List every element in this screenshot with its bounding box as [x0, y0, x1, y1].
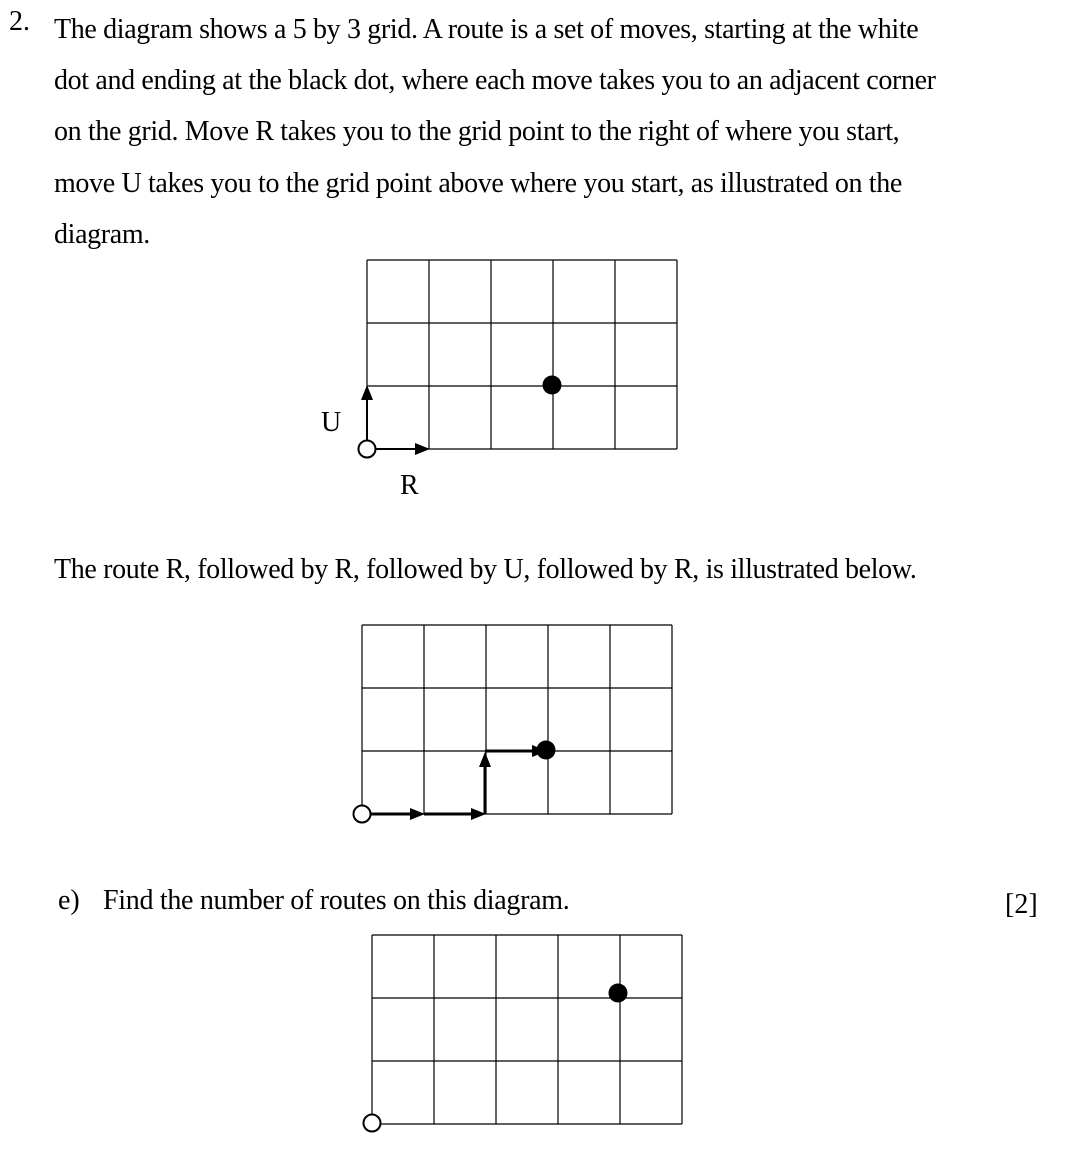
paragraph-line: on the grid. Move R takes you to the grid point to the right of where you start, — [54, 116, 900, 148]
moves-diagram — [300, 250, 700, 510]
right-arrowhead — [415, 443, 430, 455]
paragraph-line: move U takes you to the grid point above where you start, as illustrated on the — [54, 167, 902, 199]
question-paragraph — [54, 4, 1054, 260]
end-dot — [609, 984, 628, 1003]
answer-grid-diagram — [350, 925, 700, 1145]
grid — [362, 625, 672, 814]
paragraph-line: diagram. — [54, 218, 150, 250]
part-question: Find the number of routes on this diagram. — [103, 885, 570, 916]
paragraph-line: dot and ending at the black dot, where each move takes you to an adjacent corner — [54, 65, 936, 97]
route-arrowhead — [410, 808, 425, 820]
route-path — [362, 745, 547, 820]
route-arrowhead — [479, 752, 491, 767]
part-label: e) — [58, 885, 80, 916]
question-number: 2. — [9, 6, 30, 37]
end-dot — [537, 741, 556, 760]
marks-badge: [2] — [1005, 889, 1038, 920]
up-arrowhead — [361, 385, 373, 400]
grid — [367, 260, 677, 449]
route-description: The route R, followed by R, followed by U, followed by R, is illustrated below. — [54, 554, 917, 585]
end-dot — [543, 376, 562, 395]
u-move-label: U — [321, 407, 342, 438]
paragraph-line: The diagram shows a 5 by 3 grid. A route is a set of moves, starting at the white — [54, 14, 919, 45]
grid — [372, 935, 682, 1124]
start-dot — [354, 806, 371, 823]
start-dot — [359, 441, 376, 458]
start-dot — [364, 1115, 381, 1132]
example-route-diagram — [340, 615, 690, 835]
r-move-label: R — [400, 470, 419, 501]
